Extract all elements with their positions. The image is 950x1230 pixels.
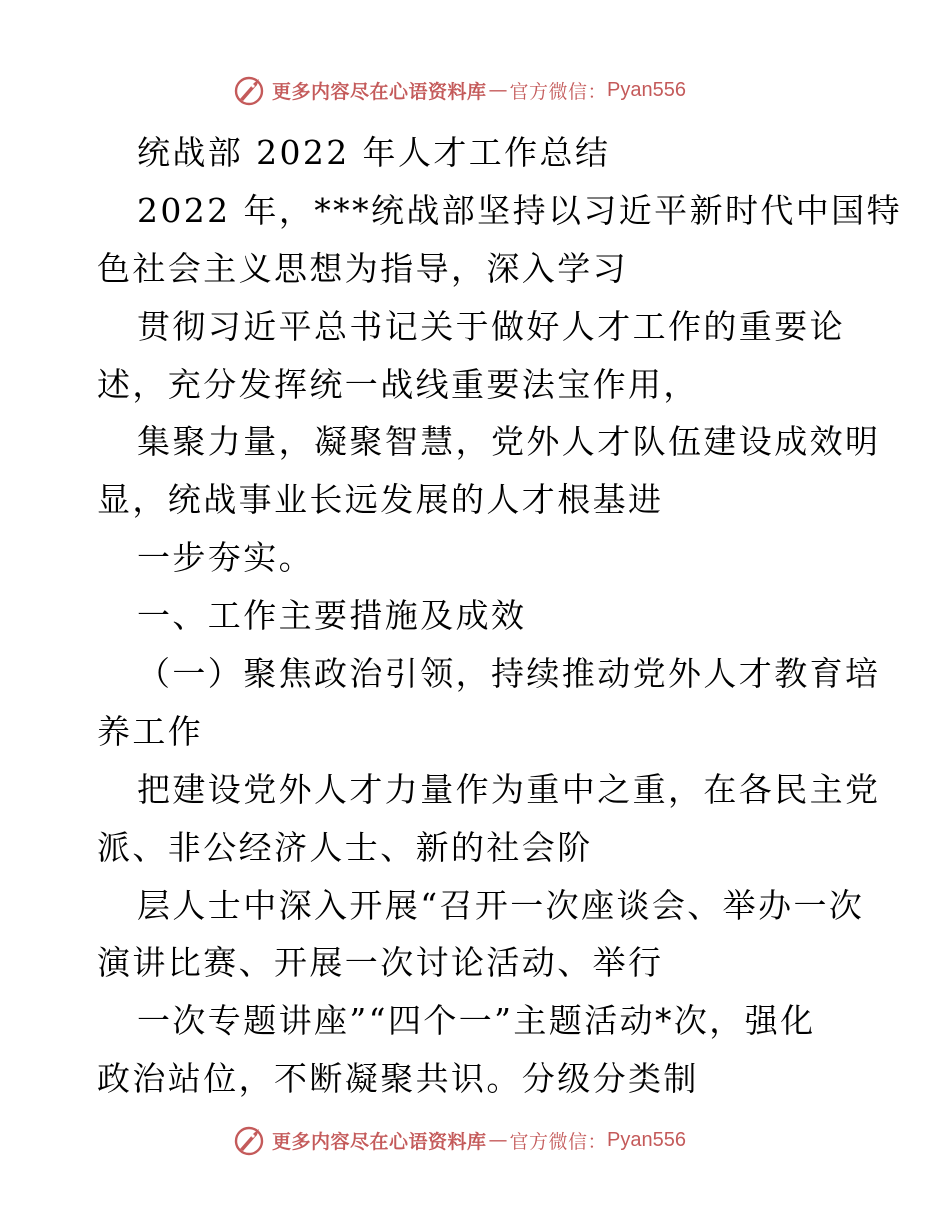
banner-contact-id: Pyan556 xyxy=(607,78,686,101)
text-line: 派、非公经济人士、新的社会阶 xyxy=(97,827,593,867)
text-line: 述，充分发挥统一战线重要法宝作用， xyxy=(97,364,699,404)
document-body xyxy=(97,124,902,1108)
header-watermark-banner xyxy=(232,70,686,110)
text-line: 统战部 2022 年人才工作总结 xyxy=(137,133,611,172)
text-line: 把建设党外人才力量作为重中之重，在各民主党 xyxy=(137,769,881,809)
pen-nib-logo-icon xyxy=(232,73,266,107)
subsection-heading: （一）聚焦政治引领，持续推动党外人才教育培 xyxy=(137,654,881,694)
text-line: 一次专题讲座”“四个一”主题活动*次，强化 xyxy=(137,1001,816,1041)
banner-main-text: 更多内容尽在心语资料库 xyxy=(272,80,487,103)
footer-watermark-banner xyxy=(232,1120,686,1160)
text-line: 色社会主义思想为指导，深入学习 xyxy=(97,248,628,288)
banner-contact-label: 官方微信： xyxy=(509,1130,608,1153)
text-line: 显，统战事业长远发展的人才根基进 xyxy=(97,480,664,520)
section-heading: 一、工作主要措施及成效 xyxy=(137,596,527,636)
text-line: 贯彻习近平总书记关于做好人才工作的重要论 xyxy=(137,306,845,346)
text-line: 集聚力量，凝聚智慧，党外人才队伍建设成效明 xyxy=(137,422,881,462)
banner-contact-id: Pyan556 xyxy=(607,1128,686,1151)
banner-contact-label: 官方微信： xyxy=(509,80,608,103)
pen-nib-logo-icon xyxy=(232,1123,266,1157)
text-line: 一步夯实。 xyxy=(137,538,314,578)
text-line: 演讲比赛、开展一次讨论活动、举行 xyxy=(97,943,664,983)
banner-dash: — xyxy=(488,1129,508,1151)
text-line: 养工作 xyxy=(97,711,204,751)
banner-main-text: 更多内容尽在心语资料库 xyxy=(272,1130,487,1153)
text-line: 政治站位，不断凝聚共识。分级分类制 xyxy=(97,1059,699,1099)
text-line: 层人士中深入开展“召开一次座谈会、举办一次 xyxy=(137,885,865,925)
banner-dash: — xyxy=(488,79,508,101)
text-line: 2022 年，***统战部坚持以习近平新时代中国特 xyxy=(137,190,902,230)
